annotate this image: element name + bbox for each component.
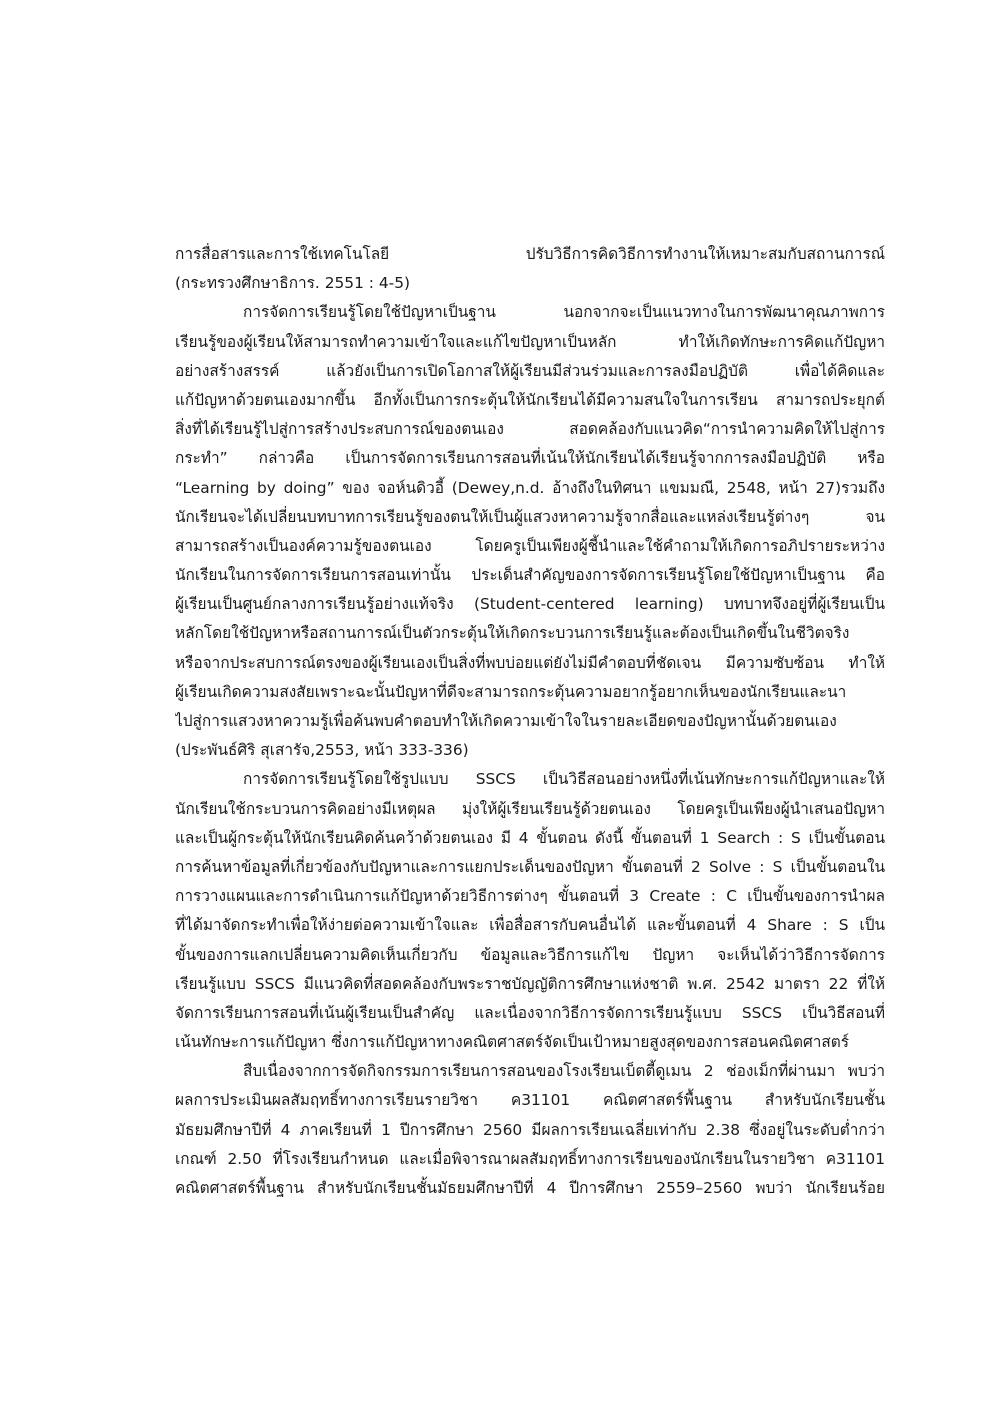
text-line: การจัดการเรียนรู้โดยใช้รูปแบบ SSCS เป็นวิธีสอนอย่างหนึ่งที่เน้นทักษะการแก้ปัญหาและให้: [243, 770, 885, 789]
text-line: การวางแผนและการดำเนินการแก้ปัญหาด้วยวิธีการต่างๆ ขั้นตอนที่ 3 Create : C เป็นขั้นของการนำผล: [175, 887, 885, 906]
text-line: ขั้นของการแลกเปลี่ยนความคิดเห็นเกี่ยวกับ ข้อมูลและวิธีการแก้ไข ปัญหา จะเห็นได้ว่าวิธีการจัดการ: [175, 945, 885, 964]
text-line: สืบเนื่องจากการจัดกิจกรรมการเรียนการสอนของโรงเรียนเบ็ตตี้ดูเมน 2 ช่องเม็กที่ผ่านมา พบว่า: [243, 1062, 885, 1081]
text-line: และเป็นผู้กระตุ้นให้นักเรียนคิดค้นคว้าด้วยตนเอง มี 4 ขั้นตอน ดังนี้ ขั้นตอนที่ 1 Search : S เป็นขั้นตอน: [175, 828, 885, 847]
text-line: นักเรียนใช้กระบวนการคิดอย่างมีเหตุผล มุ่งให้ผู้เรียนเรียนรู้ด้วยตนเอง โดยครูเป็นเพียงผู้นำเสนอปัญหา: [175, 799, 885, 818]
text-line: ที่ได้มาจัดกระทำเพื่อให้ง่ายต่อความเข้าใจและ เพื่อสื่อสารกับคนอื่นได้ และขั้นตอนที่ 4 Share : S เป็น: [175, 916, 885, 935]
text-line: ผู้เรียนเกิดความสงสัยเพราะฉะนั้นปัญหาที่ดีจะสามารถกระตุ้นความอยากรู้อยากเห็นของนักเรียนและนา: [175, 682, 847, 701]
paragraph-1: [175, 240, 885, 298]
text-line: นักเรียนจะได้เปลี่ยนบทบาทการเรียนรู้ของตนให้เป็นผู้แสวงหาความรู้จากสื่อและแหล่งเรียนรู้ต่างๆ จน: [175, 507, 885, 526]
text-line: กระทำ” กล่าวคือ เป็นการจัดการเรียนการสอนที่เน้นให้นักเรียนได้เรียนรู้จากการลงมือปฏิบัติ หรือ: [175, 449, 885, 468]
text-line: เรียนรู้ของผู้เรียนให้สามารถทำความเข้าใจและแก้ไขปัญหาเป็นหลัก ทำให้เกิดทักษะการคิดแก้ปัญหา: [175, 332, 885, 351]
text-line: เกณฑ์ 2.50 ที่โรงเรียนกำหนด และเมื่อพิจารณาผลสัมฤทธิ์ทางการเรียนของนักเรียนในรายวิชา ค31101: [175, 1149, 885, 1168]
paragraph-4: [175, 1057, 885, 1203]
text-line: จัดการเรียนการสอนที่เน้นผู้เรียนเป็นสำคัญ และเนื่องจากวิธีการจัดการเรียนรู้แบบ SSCS เป็นวิธีสอนที่: [175, 1003, 885, 1022]
text-line: (กระทรวงศึกษาธิการ. 2551 : 4-5): [175, 274, 410, 293]
text-line: สามารถสร้างเป็นองค์ความรู้ของตนเอง โดยครูเป็นเพียงผู้ชี้นำและใช้คำถามให้เกิดการอภิปรายระหว่าง: [175, 536, 885, 555]
paragraph-3: [175, 765, 885, 1057]
text-line: เน้นทักษะการแก้ปัญหา ซึ่งการแก้ปัญหาทางคณิตศาสตร์จัดเป็นเป้าหมายสูงสุดของการสอนคณิตศาสตร์: [175, 1033, 850, 1052]
text-line: สิ่งที่ได้เรียนรู้ไปสู่การสร้างประสบการณ์ของตนเอง สอดคล้องกับแนวคิด“การนำความคิดให้ไปสู่การ: [175, 420, 885, 439]
text-line: หลักโดยใช้ปัญหาหรือสถานการณ์เป็นตัวกระตุ้นให้เกิดกระบวนการเรียนรู้และต้องเป็นเกิดขึ้นในชีวิตจริง: [175, 624, 850, 643]
text-line: อย่างสร้างสรรค์ แล้วยังเป็นการเปิดโอกาสให้ผู้เรียนมีส่วนร่วมและการลงมือปฏิบัติ เพื่อได้คิดและ: [175, 361, 885, 380]
text-line: หรือจากประสบการณ์ตรงของผู้เรียนเองเป็นสิ่งที่พบบ่อยแต่ยังไม่มีคำตอบที่ชัดเจน มีความซับซ้อน ทำให้: [175, 653, 885, 672]
text-line: (ประพันธ์ศิริ สุเสารัจ,2553, หน้า 333-336): [175, 741, 469, 760]
text-line: คณิตศาสตร์พื้นฐาน สำหรับนักเรียนชั้นมัธยมศึกษาปีที่ 4 ปีการศึกษา 2559–2560 พบว่า นักเรียนร้อย: [175, 1179, 885, 1197]
document-body: [175, 240, 885, 1203]
text-line: นักเรียนในการจัดการเรียนการสอนเท่านั้น ประเด็นสำคัญของการจัดการเรียนรู้โดยใช้ปัญหาเป็นฐาน คือ: [175, 566, 885, 585]
text-line: การจัดการเรียนรู้โดยใช้ปัญหาเป็นฐาน นอกจากจะเป็นแนวทางในการพัฒนาคุณภาพการ: [243, 303, 885, 322]
text-line: ไปสู่การแสวงหาความรู้เพื่อค้นพบคำตอบทำให้เกิดความเข้าใจในรายละเอียดของปัญหานั้นด้วยตนเอง: [175, 712, 837, 730]
text-line: “Learning by doing” ของ จอห์นดิวอี้ (Dewey,n.d. อ้างถึงในทิศนา แขมมณี, 2548, หน้า 27)รวมถึง: [175, 478, 885, 497]
text-line: การค้นหาข้อมูลที่เกี่ยวข้องกับปัญหาและการแยกประเด็นของปัญหา ขั้นตอนที่ 2 Solve : S เป็นขั้นตอนใน: [175, 857, 885, 876]
paragraph-2: [175, 298, 885, 765]
text-line: ผลการประเมินผลสัมฤทธิ์ทางการเรียนรายวิชา ค31101 คณิตศาสตร์พื้นฐาน สำหรับนักเรียนชั้น: [175, 1091, 885, 1110]
text-line: การสื่อสารและการใช้เทคโนโลยี ปรับวิธีการคิดวิธีการทำงานให้เหมาะสมกับสถานการณ์: [175, 245, 885, 263]
text-line: มัธยมศึกษาปีที่ 4 ภาคเรียนที่ 1 ปีการศึกษา 2560 มีผลการเรียนเฉลี่ยเท่ากับ 2.38 ซึ่งอยู่ในระดับต่ำกว่า: [175, 1120, 885, 1139]
text-line: ผู้เรียนเป็นศูนย์กลางการเรียนรู้อย่างแท้จริง (Student-centered learning) บทบาทจึงอยู่ที่ผู้เรียนเป็น: [175, 595, 885, 614]
text-line: แก้ปัญหาด้วยตนเองมากขึ้น อีกทั้งเป็นการกระตุ้นให้นักเรียนได้มีความสนใจในการเรียน สามารถประยุกต์: [175, 390, 885, 409]
text-line: เรียนรู้แบบ SSCS มีแนวคิดที่สอดคล้องกับพระราชบัญญัติการศึกษาแห่งชาติ พ.ศ. 2542 มาตรา 22 ที่ให้: [175, 974, 885, 993]
